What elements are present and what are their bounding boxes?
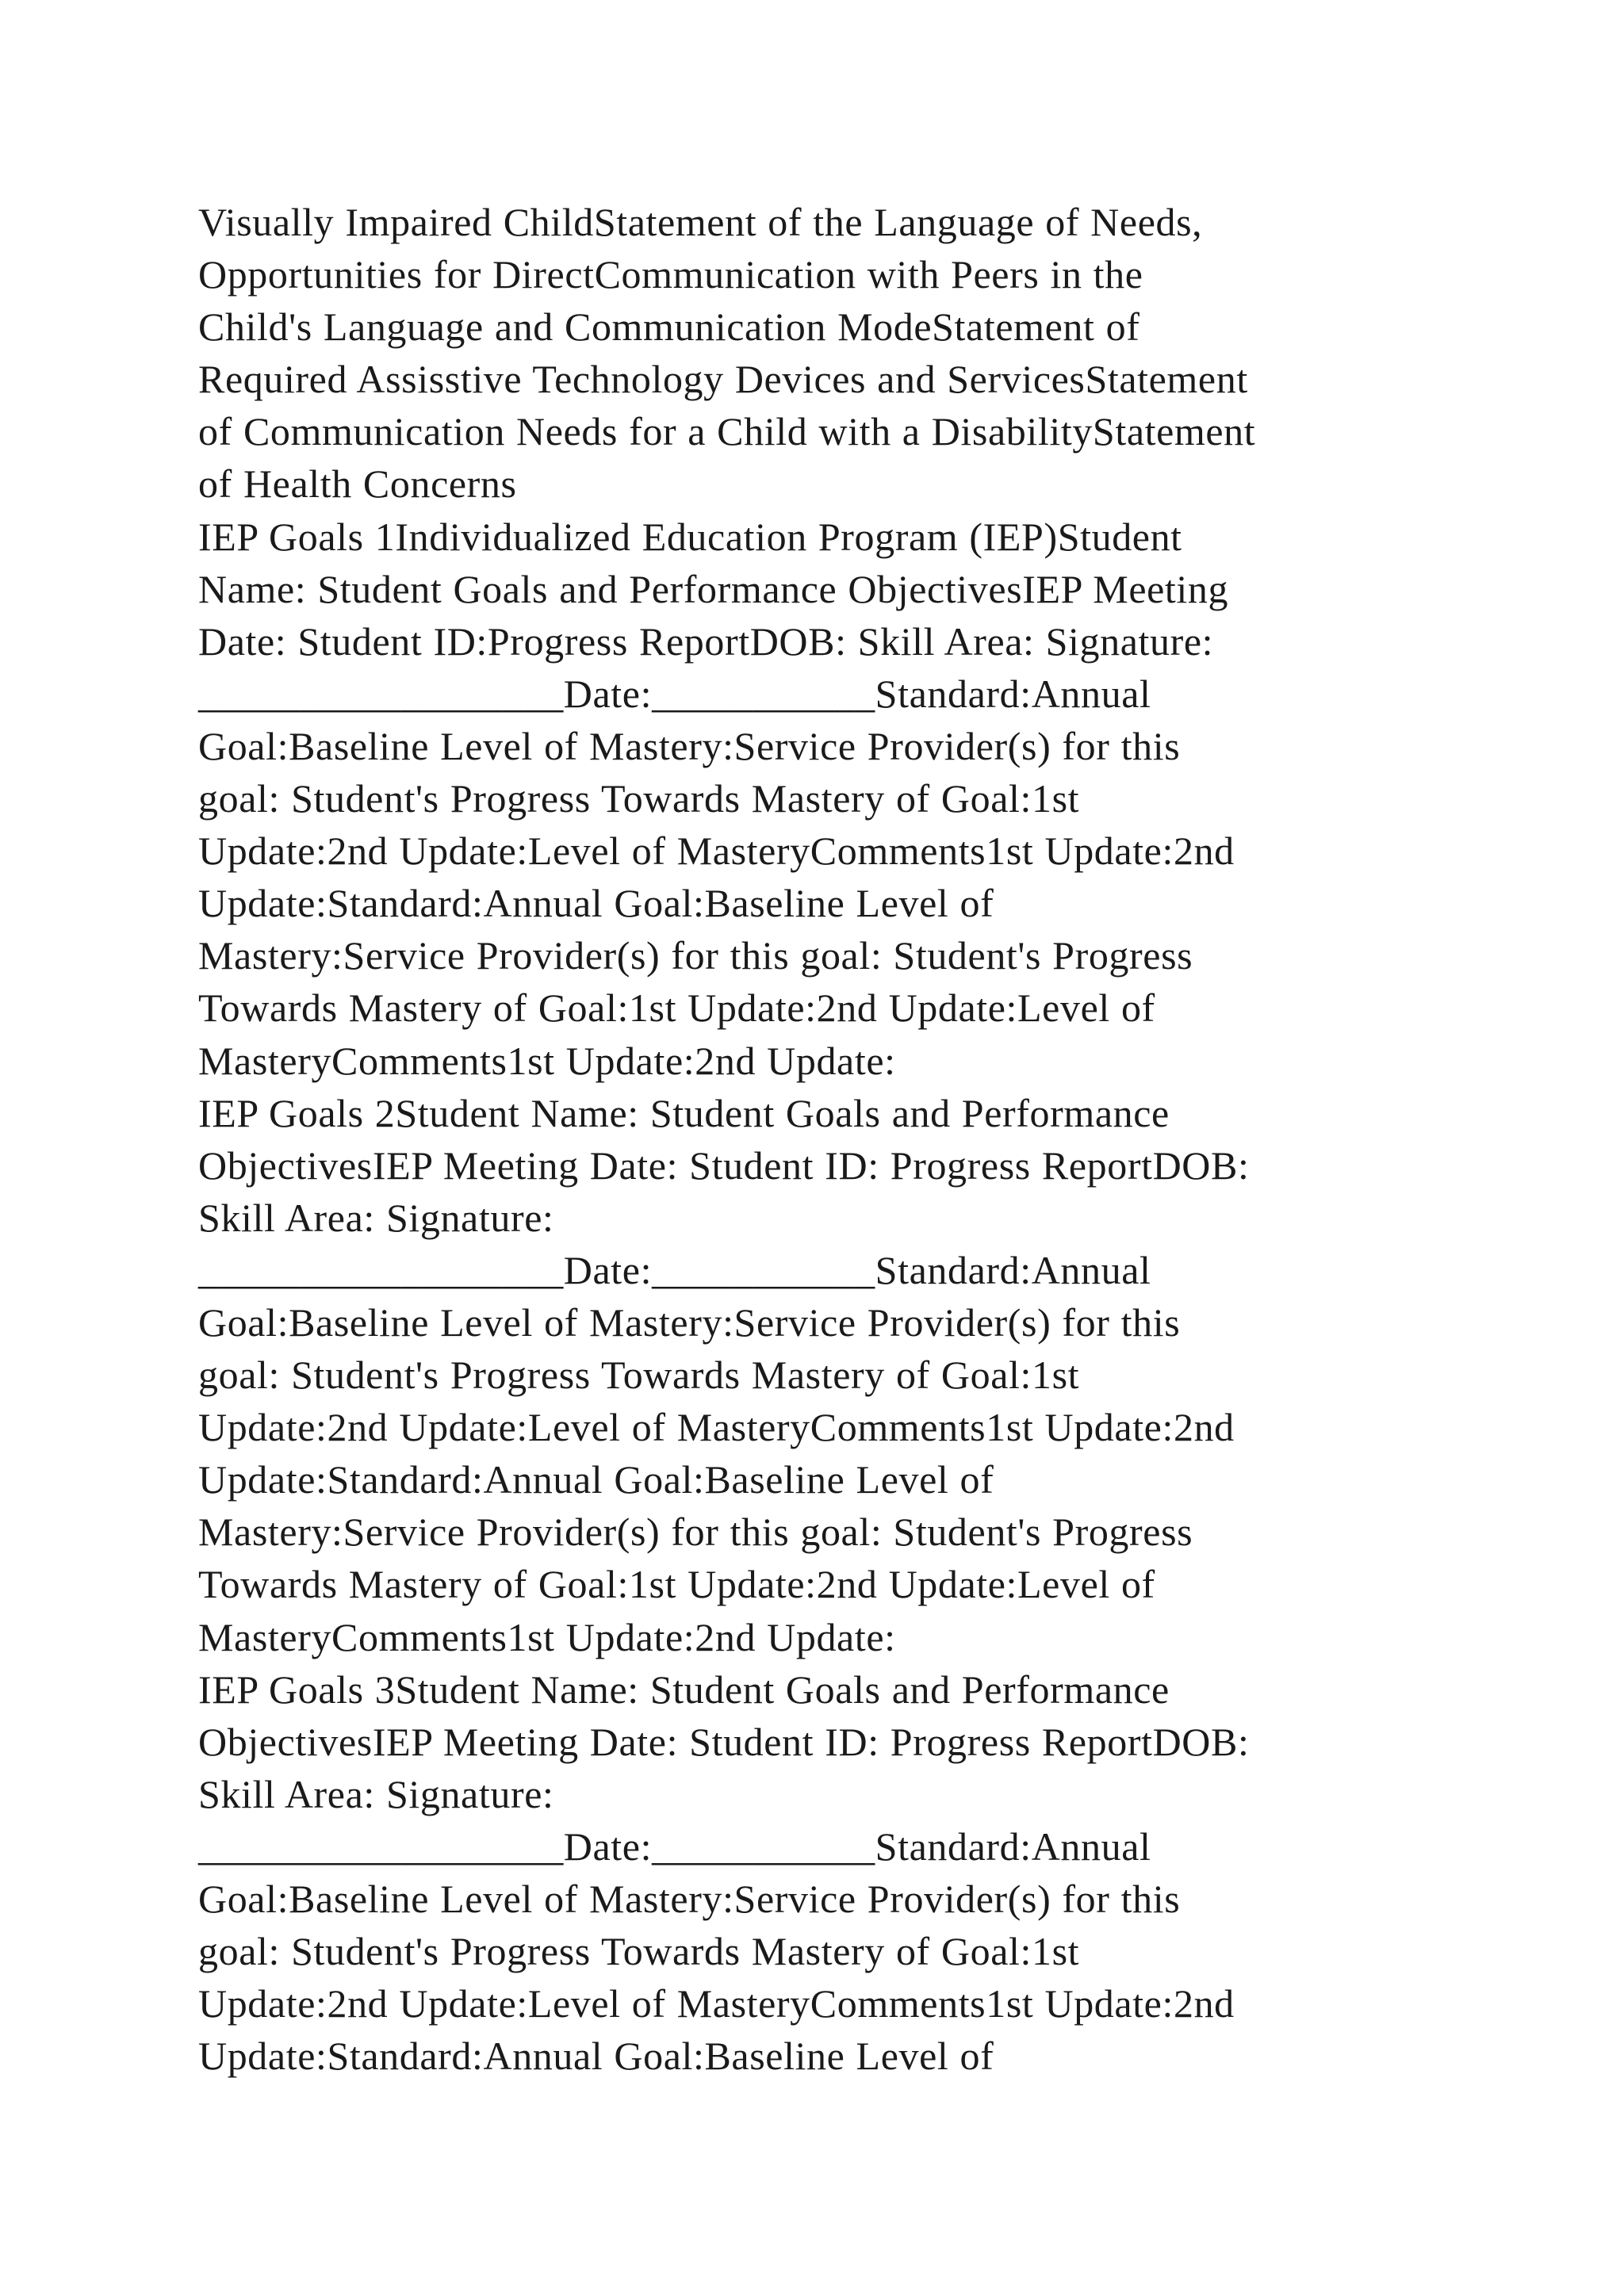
- text-line: Update:Standard:Annual Goal:Baseline Level of: [198, 1457, 994, 1502]
- text-line: __________________Date:___________Standard:Annual: [198, 1247, 1151, 1292]
- text-line: Goal:Baseline Level of Mastery:Service Provider(s) for this: [198, 723, 1181, 768]
- text-line: Towards Mastery of Goal:1st Update:2nd Update:Level of: [198, 985, 1155, 1031]
- text-line: Update:2nd Update:Level of MasteryComments1st Update:2nd: [198, 828, 1235, 874]
- text-line: Mastery:Service Provider(s) for this goal: Student's Progress: [198, 933, 1193, 978]
- text-line: Update:Standard:Annual Goal:Baseline Level of: [198, 881, 994, 926]
- text-line: of Communication Needs for a Child with a DisabilityStatement: [198, 409, 1256, 454]
- text-line: goal: Student's Progress Towards Mastery of Goal:1st: [198, 1929, 1080, 1974]
- text-line: Required Assisstive Technology Devices and ServicesStatement: [198, 357, 1248, 402]
- text-line: MasteryComments1st Update:2nd Update:: [198, 1614, 896, 1659]
- text-line: IEP Goals 2Student Name: Student Goals and Performance: [198, 1090, 1170, 1135]
- text-line: Update:2nd Update:Level of MasteryComments1st Update:2nd: [198, 1981, 1235, 2026]
- text-line: Opportunities for DirectCommunication with Peers in the: [198, 252, 1143, 297]
- text-line: __________________Date:___________Standard:Annual: [198, 1823, 1151, 1869]
- text-line: Skill Area: Signature:: [198, 1771, 554, 1816]
- text-line: goal: Student's Progress Towards Mastery of Goal:1st: [198, 1353, 1080, 1398]
- text-line: Update:Standard:Annual Goal:Baseline Level of: [198, 2034, 994, 2079]
- text-line: Visually Impaired ChildStatement of the Language of Needs,: [198, 200, 1203, 244]
- text-line: Goal:Baseline Level of Mastery:Service Provider(s) for this: [198, 1299, 1181, 1345]
- text-line: Child's Language and Communication ModeStatement of: [198, 304, 1140, 350]
- text-line: Goal:Baseline Level of Mastery:Service Provider(s) for this: [198, 1877, 1181, 1921]
- text-line: ObjectivesIEP Meeting Date: Student ID: Progress ReportDOB:: [198, 1719, 1250, 1764]
- text-line: ObjectivesIEP Meeting Date: Student ID: Progress ReportDOB:: [198, 1142, 1250, 1188]
- text-line: __________________Date:___________Standard:Annual: [198, 671, 1151, 716]
- text-line: MasteryComments1st Update:2nd Update:: [198, 1038, 896, 1083]
- text-line: goal: Student's Progress Towards Mastery of Goal:1st: [198, 776, 1080, 821]
- text-line: Date: Student ID:Progress ReportDOB: Skill Area: Signature:: [198, 618, 1214, 664]
- text-line: Skill Area: Signature:: [198, 1195, 554, 1240]
- text-line: of Health Concerns: [198, 461, 517, 507]
- text-line: Mastery:Service Provider(s) for this goal: Student's Progress: [198, 1510, 1193, 1555]
- text-line: IEP Goals 3Student Name: Student Goals and Performance: [198, 1667, 1170, 1712]
- text-line: IEP Goals 1Individualized Education Program (IEP)Student: [198, 514, 1182, 559]
- text-line: Update:2nd Update:Level of MasteryComments1st Update:2nd: [198, 1405, 1235, 1450]
- text-line: Name: Student Goals and Performance ObjectivesIEP Meeting: [198, 566, 1229, 611]
- document-body-text: [198, 196, 1451, 2082]
- text-line: Towards Mastery of Goal:1st Update:2nd Update:Level of: [198, 1562, 1155, 1607]
